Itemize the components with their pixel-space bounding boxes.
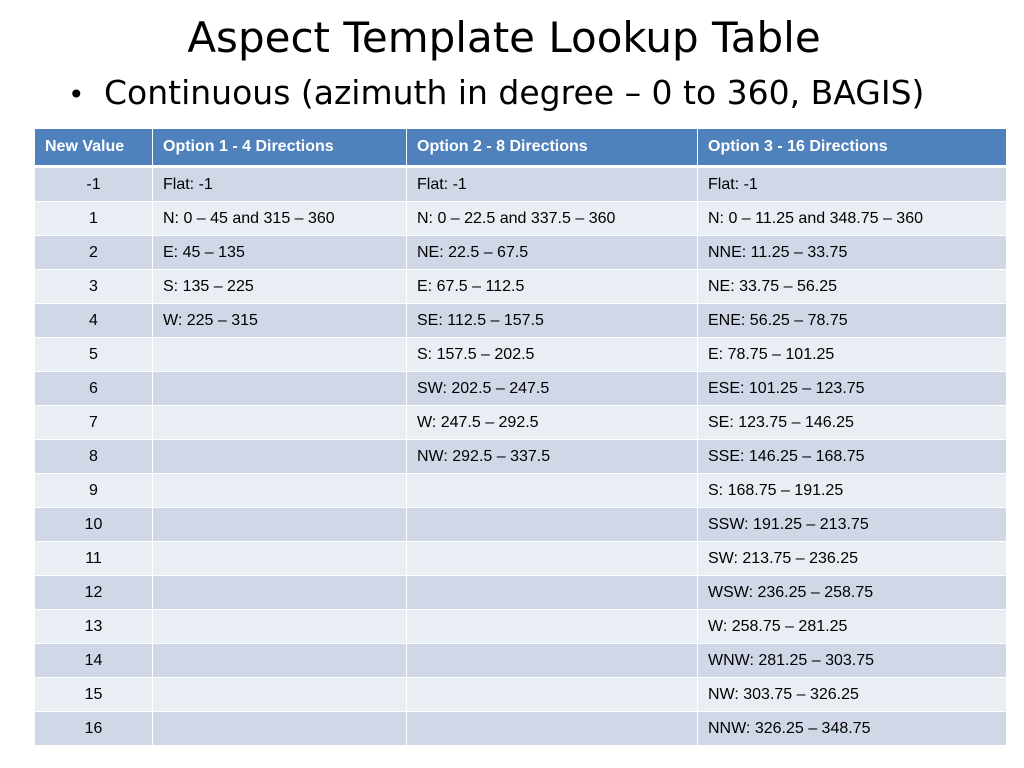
cell-option-3: WSW: 236.25 – 258.75 [698, 576, 1007, 610]
cell-option-1: N: 0 – 45 and 315 – 360 [153, 202, 407, 236]
table-row [35, 644, 1007, 678]
cell-option-3: NNE: 11.25 – 33.75 [698, 236, 1007, 270]
header-new-value: New Value [35, 129, 153, 167]
cell-option-3: SE: 123.75 – 146.25 [698, 406, 1007, 440]
cell-option-1 [153, 576, 407, 610]
cell-new-value: 8 [35, 440, 153, 474]
cell-new-value: 14 [35, 644, 153, 678]
cell-option-2 [407, 474, 698, 508]
table-row [35, 542, 1007, 576]
cell-option-3: SSW: 191.25 – 213.75 [698, 508, 1007, 542]
cell-option-3: SSE: 146.25 – 168.75 [698, 440, 1007, 474]
cell-option-2 [407, 678, 698, 712]
cell-new-value: 13 [35, 610, 153, 644]
cell-option-3: E: 78.75 – 101.25 [698, 338, 1007, 372]
cell-option-1: S: 135 – 225 [153, 270, 407, 304]
table-row [35, 712, 1007, 746]
cell-option-1: W: 225 – 315 [153, 304, 407, 338]
header-option-3: Option 3 - 16 Directions [698, 129, 1007, 167]
cell-new-value: 5 [35, 338, 153, 372]
cell-option-1 [153, 542, 407, 576]
cell-option-3: SW: 213.75 – 236.25 [698, 542, 1007, 576]
cell-option-3: W: 258.75 – 281.25 [698, 610, 1007, 644]
cell-new-value: 6 [35, 372, 153, 406]
table-row [35, 508, 1007, 542]
cell-option-3: NE: 33.75 – 56.25 [698, 270, 1007, 304]
cell-option-2: Flat: -1 [407, 167, 698, 202]
cell-option-1: Flat: -1 [153, 167, 407, 202]
cell-new-value: -1 [35, 167, 153, 202]
bullet-dot-icon: • [68, 78, 85, 111]
cell-option-2 [407, 542, 698, 576]
header-option-1: Option 1 - 4 Directions [153, 129, 407, 167]
cell-option-3: NNW: 326.25 – 348.75 [698, 712, 1007, 746]
cell-option-1 [153, 610, 407, 644]
cell-option-2: NE: 22.5 – 67.5 [407, 236, 698, 270]
cell-option-1 [153, 406, 407, 440]
cell-option-3: N: 0 – 11.25 and 348.75 – 360 [698, 202, 1007, 236]
table-row [35, 440, 1007, 474]
cell-option-1 [153, 474, 407, 508]
cell-option-2: E: 67.5 – 112.5 [407, 270, 698, 304]
cell-option-1 [153, 338, 407, 372]
cell-new-value: 3 [35, 270, 153, 304]
cell-option-3: NW: 303.75 – 326.25 [698, 678, 1007, 712]
cell-new-value: 7 [35, 406, 153, 440]
aspect-lookup-table [34, 128, 1007, 746]
cell-option-2: SE: 112.5 – 157.5 [407, 304, 698, 338]
table-row [35, 678, 1007, 712]
cell-option-2: NW: 292.5 – 337.5 [407, 440, 698, 474]
cell-option-1 [153, 644, 407, 678]
table-header-row [35, 129, 1007, 167]
table-body [35, 167, 1007, 746]
table-row [35, 406, 1007, 440]
slide-title: Aspect Template Lookup Table [187, 13, 821, 62]
cell-new-value: 2 [35, 236, 153, 270]
cell-option-2: W: 247.5 – 292.5 [407, 406, 698, 440]
cell-new-value: 4 [35, 304, 153, 338]
cell-new-value: 1 [35, 202, 153, 236]
cell-option-1 [153, 440, 407, 474]
cell-option-2 [407, 712, 698, 746]
cell-option-3: Flat: -1 [698, 167, 1007, 202]
cell-option-2: N: 0 – 22.5 and 337.5 – 360 [407, 202, 698, 236]
bullet-text: Continuous (azimuth in degree – 0 to 360, BAGIS) [104, 73, 925, 112]
cell-option-1 [153, 372, 407, 406]
table-row [35, 474, 1007, 508]
cell-new-value: 10 [35, 508, 153, 542]
header-option-2: Option 2 - 8 Directions [407, 129, 698, 167]
cell-option-3: S: 168.75 – 191.25 [698, 474, 1007, 508]
bullet-item [68, 73, 924, 113]
table-row [35, 270, 1007, 304]
cell-option-3: ENE: 56.25 – 78.75 [698, 304, 1007, 338]
cell-new-value: 11 [35, 542, 153, 576]
cell-option-1: E: 45 – 135 [153, 236, 407, 270]
cell-option-2: SW: 202.5 – 247.5 [407, 372, 698, 406]
cell-new-value: 12 [35, 576, 153, 610]
cell-option-2 [407, 508, 698, 542]
table-row [35, 236, 1007, 270]
cell-option-3: ESE: 101.25 – 123.75 [698, 372, 1007, 406]
cell-option-2 [407, 576, 698, 610]
table-row [35, 338, 1007, 372]
cell-option-1 [153, 678, 407, 712]
table-row [35, 304, 1007, 338]
cell-new-value: 15 [35, 678, 153, 712]
cell-option-2 [407, 610, 698, 644]
table-row [35, 372, 1007, 406]
cell-new-value: 16 [35, 712, 153, 746]
table-row [35, 167, 1007, 202]
table-row [35, 610, 1007, 644]
cell-option-1 [153, 712, 407, 746]
cell-option-3: WNW: 281.25 – 303.75 [698, 644, 1007, 678]
cell-option-2 [407, 644, 698, 678]
cell-new-value: 9 [35, 474, 153, 508]
cell-option-2: S: 157.5 – 202.5 [407, 338, 698, 372]
cell-option-1 [153, 508, 407, 542]
table-row [35, 202, 1007, 236]
table-row [35, 576, 1007, 610]
